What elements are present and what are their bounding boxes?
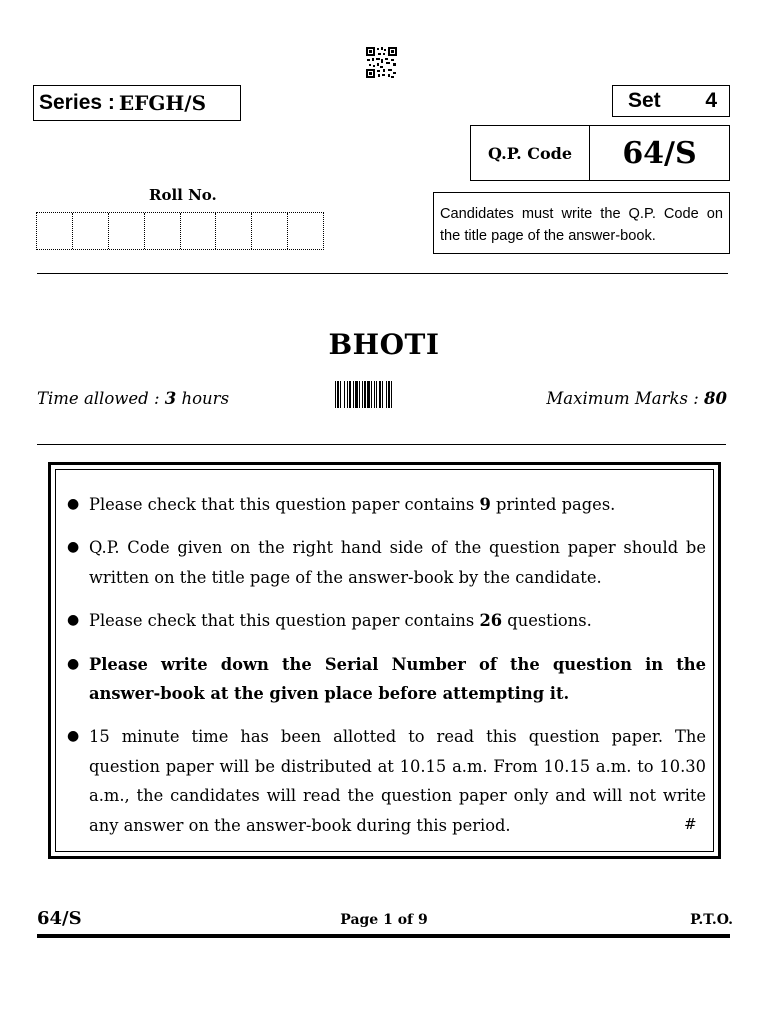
bullet-icon: ● bbox=[67, 539, 80, 556]
instruction-item bbox=[66, 650, 706, 709]
roll-no-cell bbox=[145, 213, 181, 249]
qp-code-label: Q.P. Code bbox=[471, 126, 590, 180]
maximum-marks bbox=[546, 389, 727, 408]
roll-no-cell bbox=[252, 213, 288, 249]
roll-no-cell bbox=[181, 213, 217, 249]
qr-code bbox=[366, 47, 397, 78]
roll-no-cell bbox=[216, 213, 252, 249]
instruction-text: printed pages. bbox=[490, 495, 616, 514]
instruction-item bbox=[66, 533, 706, 592]
barcode bbox=[334, 381, 436, 408]
roll-no-cell bbox=[37, 213, 73, 249]
series-box bbox=[33, 85, 241, 121]
instruction-text: 15 minute time has been allotted to read this question paper. The question paper will be distributed at 10.15 a.m. From 10.15 a.m. to 10.30 a.m., the candidates will read the question paper only and will not write any answer on the answer-book during this period. bbox=[89, 727, 706, 835]
series-value: EFGH/S bbox=[118, 91, 207, 115]
qp-code-box bbox=[470, 125, 730, 181]
instruction-bold: 9 bbox=[479, 495, 491, 514]
instructions-list bbox=[66, 490, 706, 854]
instruction-text: questions. bbox=[502, 611, 592, 631]
bullet-icon: ● bbox=[67, 496, 80, 512]
marks-label: Maximum Marks : bbox=[546, 389, 705, 408]
roll-no-label: Roll No. bbox=[149, 186, 217, 204]
roll-no-cell bbox=[288, 213, 323, 249]
pto-label: P.T.O. bbox=[690, 912, 733, 928]
qp-code-value: 64/S bbox=[622, 135, 697, 171]
bullet-icon: ● bbox=[67, 612, 80, 629]
roll-no-grid bbox=[36, 212, 324, 250]
set-box bbox=[612, 85, 730, 117]
footer-qp-code: 64/S bbox=[37, 908, 82, 929]
series-label: Series : bbox=[39, 91, 115, 114]
subject-title: BHOTI bbox=[328, 328, 440, 361]
time-unit: hours bbox=[176, 389, 230, 408]
footer-rule bbox=[37, 934, 730, 938]
instruction-item bbox=[66, 490, 706, 519]
instruction-item bbox=[66, 606, 706, 635]
time-value: 3 bbox=[164, 389, 177, 408]
set-value: 4 bbox=[705, 89, 717, 112]
instruction-text: Q.P. Code given on the right hand side of the question paper should be written on the title page of the answer-book by the candidate. bbox=[89, 538, 706, 587]
bullet-icon: ● bbox=[67, 728, 80, 745]
header-divider bbox=[37, 273, 728, 274]
roll-no-cell bbox=[73, 213, 109, 249]
bullet-icon: ● bbox=[67, 655, 80, 672]
qp-code-notice: Candidates must write the Q.P. Code on the title page of the answer-book. bbox=[433, 192, 730, 254]
hash-mark: # bbox=[684, 815, 697, 833]
instruction-text: Please check that this question paper contains bbox=[89, 611, 480, 631]
instruction-item bbox=[66, 722, 706, 840]
set-label: Set bbox=[628, 89, 661, 112]
page-number: Page 1 of 9 bbox=[340, 912, 428, 928]
time-label: Time allowed : bbox=[37, 389, 165, 408]
instruction-text: Please check that this question paper contains bbox=[89, 495, 480, 514]
time-allowed bbox=[37, 389, 229, 408]
instruction-bold: 26 bbox=[479, 611, 503, 631]
instruction-text: Please write down the Serial Number of the question in the answer-book at the given place before attempting it. bbox=[89, 654, 706, 704]
title-divider bbox=[37, 444, 726, 445]
roll-no-cell bbox=[109, 213, 145, 249]
marks-value: 80 bbox=[704, 389, 727, 408]
